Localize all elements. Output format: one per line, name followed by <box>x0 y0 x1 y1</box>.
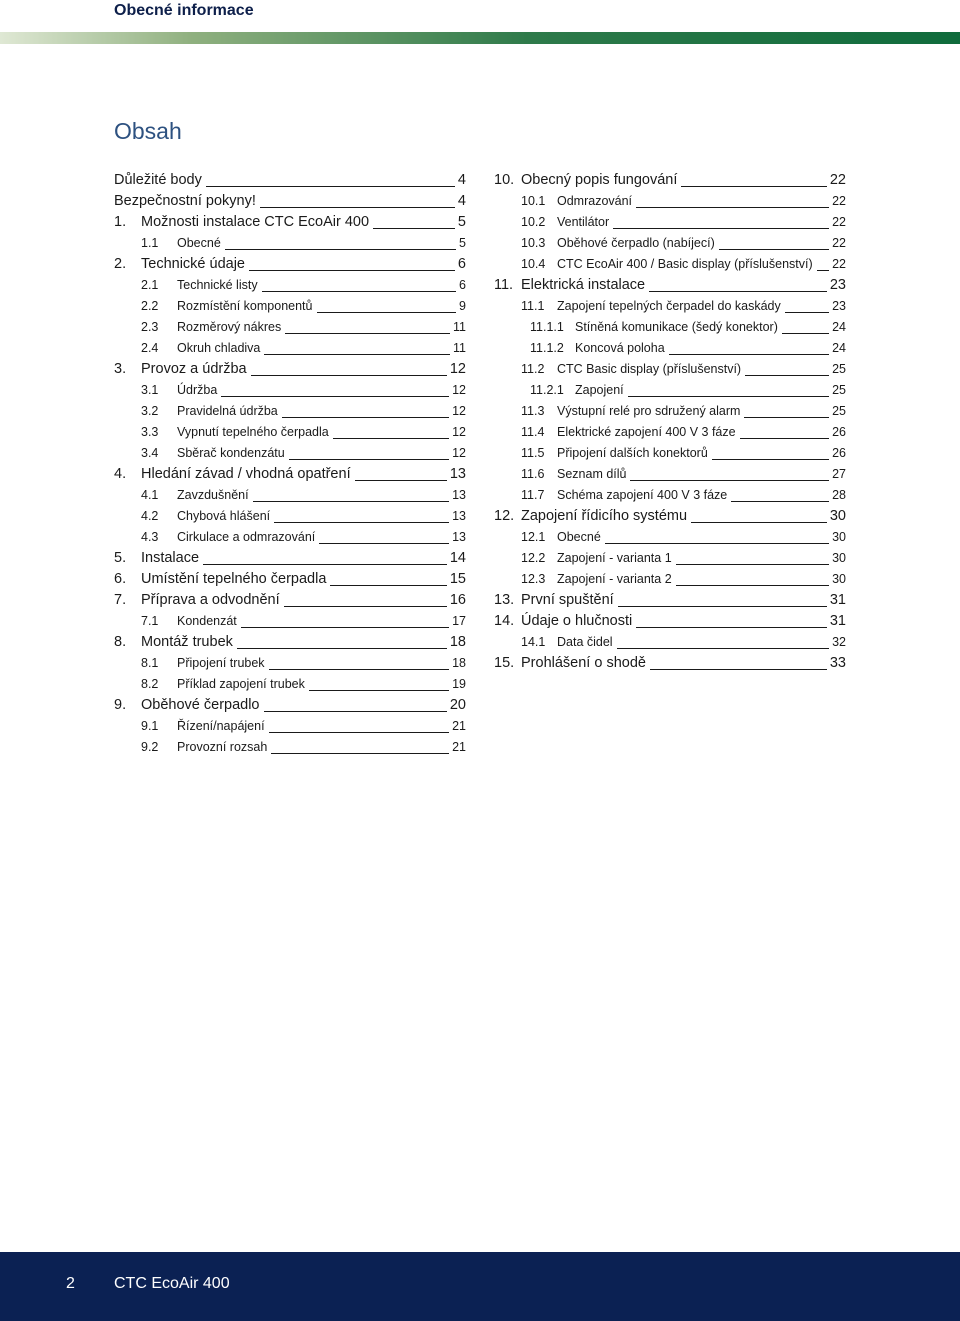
toc-entry-title: Technické údaje <box>141 256 245 272</box>
toc-entry-number: 1.1 <box>141 236 159 250</box>
toc-entry-number: 11.4 <box>521 425 545 439</box>
toc-entry[interactable] <box>114 254 466 275</box>
toc-entry-title: Připojení trubek <box>177 656 265 670</box>
toc-entry[interactable] <box>494 380 846 401</box>
toc-entry-page: 24 <box>832 341 846 355</box>
toc-leader-line <box>264 711 447 712</box>
toc-leader-line <box>636 627 827 628</box>
toc-entry[interactable] <box>114 191 466 212</box>
toc-entry-number: 3.1 <box>141 383 159 397</box>
toc-leader-line <box>253 501 450 502</box>
toc-entry-title: Odmrazování <box>557 194 633 208</box>
toc-leader-line <box>613 228 829 229</box>
toc-entry-page: 28 <box>832 488 846 502</box>
toc-entry-page: 22 <box>832 194 846 208</box>
toc-leader-line <box>649 291 827 292</box>
toc-heading: Obsah <box>114 118 182 144</box>
header-bar <box>0 32 960 44</box>
toc-leader-line <box>285 333 450 334</box>
toc-leader-line <box>630 480 829 481</box>
toc-entry[interactable] <box>114 212 466 233</box>
toc-leader-line <box>319 543 449 544</box>
toc-entry-number: 11.2.1 <box>530 383 564 397</box>
toc-entry-page: 19 <box>452 677 466 691</box>
toc-entry-number: 10.2 <box>521 215 546 229</box>
toc-entry-number: 11.1.1 <box>530 320 564 334</box>
toc-entry-title: Obecné <box>557 530 601 544</box>
toc-entry-number: 2.1 <box>141 278 159 292</box>
toc-entry-number: 9.1 <box>141 719 159 733</box>
footer-page-number: 2 <box>66 1275 75 1292</box>
toc-leader-line <box>330 585 446 586</box>
toc-leader-line <box>264 354 450 355</box>
toc-leader-line <box>333 438 449 439</box>
toc-entry-title: Příklad zapojení trubek <box>177 677 305 691</box>
toc-leader-line <box>744 417 829 418</box>
toc-leader-line <box>225 249 456 250</box>
toc-entry-number: 2.2 <box>141 299 159 313</box>
toc-entry-page: 16 <box>449 592 466 608</box>
toc-entry-number: 8. <box>114 634 127 650</box>
toc-entry[interactable] <box>114 317 466 338</box>
toc-entry[interactable] <box>494 506 846 527</box>
toc-entry-page: 6 <box>459 278 466 292</box>
toc-entry-page: 22 <box>832 215 846 229</box>
toc-leader-line <box>719 249 829 250</box>
toc-entry-number: 15. <box>494 655 515 671</box>
toc-entry-title: Výstupní relé pro sdružený alarm <box>557 404 741 418</box>
toc-entry-page: 12 <box>452 446 466 460</box>
toc-entry[interactable] <box>114 359 466 380</box>
toc-entry-number: 3.3 <box>141 425 159 439</box>
toc-entry-title: Zapojení <box>575 383 624 397</box>
toc-entry[interactable] <box>494 212 846 233</box>
toc-leader-line <box>269 732 450 733</box>
toc-entry-title: Zapojení řídicího systému <box>521 508 688 524</box>
toc-entry-number: 9.2 <box>141 740 159 754</box>
toc-entry-title: Důležité body <box>114 172 202 188</box>
toc-entry-title: Elektrické zapojení 400 V 3 fáze <box>557 425 736 439</box>
toc-entry[interactable] <box>114 569 466 590</box>
toc-entry-title: Zapojení - varianta 2 <box>557 572 672 586</box>
toc-entry[interactable] <box>114 170 466 191</box>
toc-entry-page: 23 <box>829 277 846 293</box>
toc-entry-page: 11 <box>453 320 466 334</box>
toc-leader-line <box>740 438 830 439</box>
toc-entry-page: 13 <box>452 530 466 544</box>
toc-entry-number: 12.1 <box>521 530 546 544</box>
toc-entry[interactable] <box>114 401 466 422</box>
toc-entry-title: Stíněná komunikace (šedý konektor) <box>575 320 778 334</box>
toc-leader-line <box>274 522 449 523</box>
toc-entry-number: 8.1 <box>141 656 159 670</box>
toc-entry-page: 20 <box>449 697 466 713</box>
toc-entry-number: 10. <box>494 172 515 188</box>
toc-entry[interactable] <box>114 674 466 695</box>
toc-entry-page: 14 <box>449 550 466 566</box>
toc-entry[interactable] <box>494 485 846 506</box>
toc-entry-title: Zavzdušnění <box>177 488 249 502</box>
toc-entry-number: 12. <box>494 508 515 524</box>
toc-entry[interactable] <box>494 443 846 464</box>
toc-entry[interactable] <box>494 191 846 212</box>
toc-entry-number: 1. <box>114 214 127 230</box>
toc-entry-page: 30 <box>829 508 846 524</box>
toc-entry[interactable] <box>494 653 846 674</box>
toc-leader-line <box>317 312 457 313</box>
toc-entry-title: Pravidelná údržba <box>177 404 278 418</box>
toc-entry-number: 11.3 <box>521 404 545 418</box>
toc-entry[interactable] <box>114 275 466 296</box>
toc-entry-title: Příprava a odvodnění <box>141 592 280 608</box>
toc-leader-line <box>249 270 455 271</box>
toc-entry-page: 30 <box>832 572 846 586</box>
header-title: Obecné informace <box>114 2 254 19</box>
toc-entry-title: Údržba <box>177 383 218 397</box>
toc-entry-page: 26 <box>832 425 846 439</box>
toc-leader-line <box>669 354 829 355</box>
toc-entry-title: Připojení dalších konektorů <box>557 446 708 460</box>
toc-leader-line <box>785 312 829 313</box>
toc-entry-title: Možnosti instalace CTC EcoAir 400 <box>141 214 370 230</box>
toc-leader-line <box>617 648 830 649</box>
toc-entry-title: Data čidel <box>557 635 613 649</box>
toc-entry[interactable] <box>114 380 466 401</box>
toc-entry-title: Zapojení - varianta 1 <box>557 551 672 565</box>
toc-entry[interactable] <box>114 737 466 758</box>
toc-leader-line <box>373 228 455 229</box>
toc-entry[interactable] <box>114 422 466 443</box>
toc-leader-line <box>618 606 827 607</box>
toc-leader-line <box>282 417 449 418</box>
toc-entry[interactable] <box>114 296 466 317</box>
toc-entry-number: 2.3 <box>141 320 159 334</box>
toc-leader-line <box>817 270 829 271</box>
toc-leader-line <box>731 501 829 502</box>
toc-leader-line <box>745 375 829 376</box>
toc-entry[interactable] <box>494 569 846 590</box>
toc-entry-page: 21 <box>452 740 466 754</box>
toc-entry-page: 13 <box>452 488 466 502</box>
toc-entry-page: 12 <box>449 361 466 377</box>
toc-entry-number: 13. <box>494 592 515 608</box>
toc-entry-number: 14. <box>494 613 515 629</box>
toc-entry-page: 5 <box>457 214 466 230</box>
toc-entry-title: Okruh chladiva <box>177 341 261 355</box>
toc-leader-line <box>284 606 447 607</box>
toc-entry-page: 13 <box>452 509 466 523</box>
toc-entry-number: 11.7 <box>521 488 545 502</box>
toc-entry-number: 4.3 <box>141 530 159 544</box>
toc-entry[interactable] <box>114 611 466 632</box>
toc-leader-line <box>203 564 447 565</box>
toc-entry-title: Prohlášení o shodě <box>521 655 646 671</box>
toc-entry-page: 27 <box>832 467 846 481</box>
toc-entry-title: Obecný popis fungování <box>521 172 678 188</box>
toc-entry-number: 7.1 <box>141 614 159 628</box>
toc-entry[interactable] <box>494 233 846 254</box>
toc-leader-line <box>260 207 455 208</box>
toc-leader-line <box>691 522 827 523</box>
toc-entry-page: 31 <box>829 592 846 608</box>
toc-entry-number: 4.1 <box>141 488 159 502</box>
toc-entry-number: 7. <box>114 592 127 608</box>
toc-entry-title: Chybová hlášení <box>177 509 271 523</box>
toc-entry-page: 11 <box>453 341 466 355</box>
toc-entry-page: 18 <box>452 656 466 670</box>
toc-entry[interactable] <box>494 359 846 380</box>
toc-leader-line <box>676 585 829 586</box>
toc-entry-title: Rozmístění komponentů <box>177 299 313 313</box>
toc-entry-number: 5. <box>114 550 127 566</box>
toc-entry-number: 10.3 <box>521 236 546 250</box>
toc-entry-number: 6. <box>114 571 127 587</box>
toc-entry-title: Umístění tepelného čerpadla <box>141 571 327 587</box>
toc-entry[interactable] <box>494 422 846 443</box>
toc-entry-page: 4 <box>457 172 466 188</box>
toc-entry-number: 14.1 <box>521 635 546 649</box>
toc-leader-line <box>269 669 450 670</box>
toc-entry-title: Cirkulace a odmrazování <box>177 530 316 544</box>
toc-entry[interactable] <box>494 275 846 296</box>
toc-entry-number: 3.2 <box>141 404 159 418</box>
toc-entry-title: Montáž trubek <box>141 634 233 650</box>
toc-entry-page: 22 <box>832 257 846 271</box>
toc-entry-number: 3. <box>114 361 127 377</box>
toc-leader-line <box>262 291 456 292</box>
toc-entry-number: 12.2 <box>521 551 546 565</box>
toc-entry-title: Řízení/napájení <box>177 719 265 733</box>
toc-leader-line <box>355 480 447 481</box>
toc-entry-title: Schéma zapojení 400 V 3 fáze <box>557 488 728 502</box>
toc-entry-page: 32 <box>832 635 846 649</box>
toc-entry[interactable] <box>494 317 846 338</box>
toc-entry-title: Hledání závad / vhodná opatření <box>141 466 351 482</box>
toc-entry-page: 21 <box>452 719 466 733</box>
footer-product-name: CTC EcoAir 400 <box>114 1275 230 1292</box>
toc-entry-page: 25 <box>832 404 846 418</box>
toc-entry-number: 11.6 <box>521 467 545 481</box>
toc-entry-number: 8.2 <box>141 677 159 691</box>
toc-column-left <box>114 170 466 758</box>
toc-entry-page: 18 <box>449 634 466 650</box>
toc-entry-title: První spuštění <box>521 592 614 608</box>
toc-entry-title: Provozní rozsah <box>177 740 268 754</box>
toc-entry-number: 12.3 <box>521 572 546 586</box>
toc-entry-title: Koncová poloha <box>575 341 665 355</box>
toc-entry-page: 9 <box>459 299 466 313</box>
toc-leader-line <box>782 333 829 334</box>
toc-entry[interactable] <box>114 527 466 548</box>
toc-entry-title: CTC EcoAir 400 / Basic display (příslušenství) <box>557 257 813 271</box>
toc-entry-title: Seznam dílů <box>557 467 627 481</box>
toc-entry-number: 9. <box>114 697 127 713</box>
toc-entry-number: 10.4 <box>521 257 546 271</box>
toc-entry-number: 11.2 <box>521 362 545 376</box>
toc-entry[interactable] <box>494 464 846 485</box>
toc-entry[interactable] <box>494 611 846 632</box>
toc-entry[interactable] <box>114 695 466 716</box>
toc-entry-title: Vypnutí tepelného čerpadla <box>177 425 329 439</box>
toc-entry-page: 33 <box>829 655 846 671</box>
toc-entry-number: 3.4 <box>141 446 159 460</box>
toc-entry[interactable] <box>114 506 466 527</box>
toc-entry-title: Zapojení tepelných čerpadel do kaskády <box>557 299 781 313</box>
toc-entry-title: Rozměrový nákres <box>177 320 282 334</box>
toc-entry[interactable] <box>114 590 466 611</box>
toc-entry[interactable] <box>114 338 466 359</box>
toc-entry-title: Ventilátor <box>557 215 610 229</box>
toc-entry-title: Obecné <box>177 236 221 250</box>
toc-entry-title: Bezpečnostní pokyny! <box>114 193 256 209</box>
toc-entry-title: Elektrická instalace <box>521 277 646 293</box>
toc-entry-page: 5 <box>459 236 466 250</box>
toc-entry[interactable] <box>494 338 846 359</box>
toc-leader-line <box>676 564 829 565</box>
toc-entry[interactable] <box>114 548 466 569</box>
toc-entry[interactable] <box>494 401 846 422</box>
toc-entry[interactable] <box>494 527 846 548</box>
toc-entry-number: 4.2 <box>141 509 159 523</box>
toc-entry-number: 11.5 <box>521 446 545 460</box>
toc-entry-page: 24 <box>832 320 846 334</box>
toc-leader-line <box>221 396 449 397</box>
toc-entry[interactable] <box>494 170 846 191</box>
toc-leader-line <box>237 648 447 649</box>
toc-entry-title: Provoz a údržba <box>141 361 247 377</box>
toc-entry-number: 2.4 <box>141 341 159 355</box>
toc-entry-page: 13 <box>449 466 466 482</box>
toc-entry[interactable] <box>114 443 466 464</box>
toc-leader-line <box>251 375 447 376</box>
toc-entry-page: 25 <box>832 362 846 376</box>
toc-entry-number: 10.1 <box>521 194 546 208</box>
toc-entry-page: 12 <box>452 404 466 418</box>
toc-leader-line <box>681 186 826 187</box>
toc-leader-line <box>650 669 827 670</box>
toc-leader-line <box>605 543 829 544</box>
toc-entry-page: 30 <box>832 551 846 565</box>
toc-leader-line <box>309 690 449 691</box>
toc-entry-title: Instalace <box>141 550 200 566</box>
toc-entry-number: 11.1 <box>521 299 545 313</box>
toc-entry[interactable] <box>494 548 846 569</box>
toc-entry-number: 11. <box>494 277 514 293</box>
toc-entry-number: 2. <box>114 256 127 272</box>
toc-column-right <box>494 170 846 674</box>
toc-entry-title: Oběhové čerpadlo (nabíjecí) <box>557 236 715 250</box>
toc-entry-page: 22 <box>829 172 846 188</box>
toc-entry[interactable] <box>114 632 466 653</box>
toc-entry-page: 26 <box>832 446 846 460</box>
toc-leader-line <box>628 396 829 397</box>
toc-entry-page: 6 <box>457 256 466 272</box>
toc-entry[interactable] <box>114 653 466 674</box>
toc-entry-page: 25 <box>832 383 846 397</box>
toc-entry-page: 23 <box>832 299 846 313</box>
toc-entry-title: Technické listy <box>177 278 258 292</box>
toc-leader-line <box>206 186 455 187</box>
toc-entry-page: 4 <box>457 193 466 209</box>
toc-entry[interactable] <box>114 485 466 506</box>
toc-entry-page: 31 <box>829 613 846 629</box>
toc-entry[interactable] <box>494 590 846 611</box>
toc-entry-number: 11.1.2 <box>530 341 564 355</box>
toc-leader-line <box>636 207 829 208</box>
toc-leader-line <box>712 459 829 460</box>
toc-entry-title: Oběhové čerpadlo <box>141 697 260 713</box>
toc-entry-title: CTC Basic display (příslušenství) <box>557 362 742 376</box>
toc-entry-page: 15 <box>449 571 466 587</box>
toc-leader-line <box>289 459 449 460</box>
toc-leader-line <box>241 627 449 628</box>
toc-entry-page: 22 <box>832 236 846 250</box>
toc-leader-line <box>271 753 449 754</box>
toc-entry-title: Kondenzát <box>177 614 237 628</box>
toc-entry-title: Údaje o hlučnosti <box>521 613 633 629</box>
toc-entry-number: 4. <box>114 466 127 482</box>
toc-entry-title: Sběrač kondenzátu <box>177 446 285 460</box>
toc-entry[interactable] <box>494 296 846 317</box>
toc-entry-page: 30 <box>832 530 846 544</box>
toc-entry[interactable] <box>114 464 466 485</box>
toc-entry-page: 12 <box>452 425 466 439</box>
toc-entry[interactable] <box>494 632 846 653</box>
toc-entry[interactable] <box>114 716 466 737</box>
toc-entry-page: 17 <box>452 614 466 628</box>
toc-entry[interactable] <box>494 254 846 275</box>
toc-entry[interactable] <box>114 233 466 254</box>
toc-entry-page: 12 <box>452 383 466 397</box>
